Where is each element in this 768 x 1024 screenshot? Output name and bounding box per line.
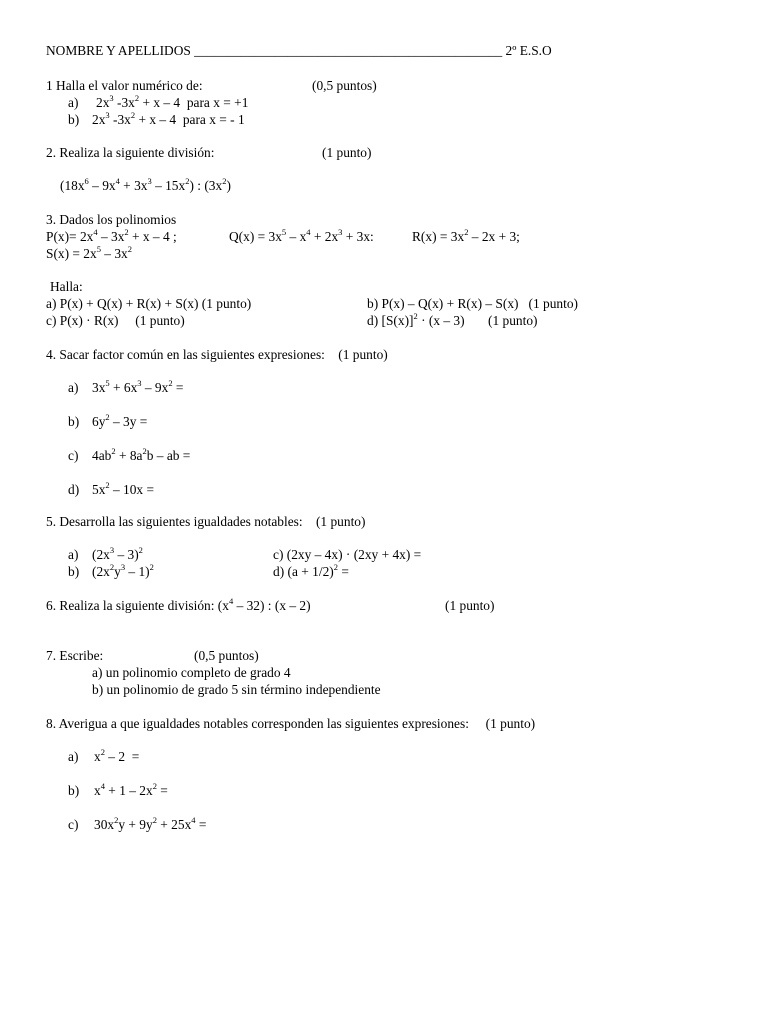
question-2-points — [322, 145, 371, 161]
exponent: 2 — [149, 562, 154, 572]
text-run: -3x — [109, 112, 131, 127]
question-2-expression — [60, 178, 231, 194]
text-run: = — [337, 564, 349, 579]
text-run: S(x) = 2x — [46, 246, 97, 261]
text-run: b) P(x) – Q(x) + R(x) – S(x) (1 punto) — [367, 296, 578, 311]
text-run: 1 Halla el valor numérico de: — [46, 78, 203, 93]
text-run: – 10x = — [109, 482, 155, 497]
exponent: 2 — [333, 562, 338, 572]
exponent: 2 — [152, 781, 157, 791]
exponent: 3 — [147, 176, 152, 186]
exponent: 5 — [96, 244, 101, 254]
exponent: 4 — [191, 815, 196, 825]
text-run: a) P(x) + Q(x) + R(x) + S(x) (1 punto) — [46, 296, 252, 311]
text-run: – 15x — [151, 178, 186, 193]
question-5a-label — [68, 547, 78, 563]
question-6-title — [46, 598, 311, 614]
question-8-title — [46, 716, 535, 732]
text-run: a) — [68, 749, 79, 764]
header-line — [46, 43, 552, 59]
text-run: x — [94, 783, 101, 798]
text-run: – 9x — [141, 380, 169, 395]
question-1a-label — [68, 95, 78, 111]
question-1-points — [312, 78, 377, 94]
polynomial-p — [46, 229, 177, 245]
text-run: 2. Realiza la siguiente división: — [46, 145, 215, 160]
exponent: 4 — [93, 227, 98, 237]
text-run: 3x — [92, 380, 106, 395]
question-8a-expression — [94, 749, 139, 765]
text-run: c) P(x) · R(x) (1 punto) — [46, 313, 185, 328]
text-run: Q(x) = 3x — [229, 229, 282, 244]
text-run: b) — [68, 414, 80, 429]
text-run: a) — [68, 95, 79, 110]
text-run: + 2x — [310, 229, 339, 244]
question-3c — [46, 313, 185, 329]
question-7a — [92, 665, 291, 681]
text-run: 5x — [92, 482, 106, 497]
text-run: a) un polinomio completo de grado 4 — [92, 665, 291, 680]
text-run: 8. Averigua a que igualdades notables corresponden las siguientes expresiones: (1 punto) — [46, 716, 536, 731]
exponent: 2 — [142, 446, 147, 456]
question-7b — [92, 682, 381, 698]
question-8a-label — [68, 749, 78, 765]
exponent: 2 — [114, 815, 119, 825]
text-run: NOMBRE Y APELLIDOS ______________________________________________ 2º E.S.O — [46, 43, 552, 58]
text-run: · (x – 3) (1 punto) — [417, 313, 538, 328]
question-5b-expression — [92, 564, 154, 580]
question-3b — [367, 296, 578, 312]
question-4d-expression — [92, 482, 154, 498]
text-run: + 25x — [156, 817, 192, 832]
text-run: 4ab — [92, 448, 112, 463]
text-run: 2x — [92, 112, 106, 127]
exponent: 2 — [138, 545, 143, 555]
text-run: y + 9y — [118, 817, 153, 832]
question-3-title — [46, 212, 176, 228]
polynomial-r — [412, 229, 520, 245]
exponent: 2 — [100, 747, 105, 757]
exponent: 2 — [130, 110, 136, 120]
text-run: – 3) — [114, 547, 139, 562]
text-run: 30x — [94, 817, 115, 832]
text-run: 2x — [96, 95, 110, 110]
text-run: (0,5 puntos) — [194, 648, 259, 663]
text-run: (2x — [92, 564, 110, 579]
text-run: -3x — [113, 95, 135, 110]
text-run: – 9x — [88, 178, 116, 193]
text-run: (18x — [60, 178, 85, 193]
text-run: (2x — [92, 547, 110, 562]
text-run: – 2 = — [104, 749, 140, 764]
question-5c — [273, 547, 421, 563]
text-run: c) — [68, 817, 79, 832]
text-run: d) — [68, 482, 80, 497]
exponent: 2 — [105, 412, 110, 422]
exponent: 5 — [281, 227, 287, 237]
exponent: 3 — [105, 110, 110, 120]
question-4c-expression — [92, 448, 190, 464]
text-run: a) — [68, 380, 79, 395]
question-1a-expression — [96, 95, 248, 111]
question-7-title — [46, 648, 103, 664]
exponent: 3 — [137, 378, 142, 388]
text-run: = — [195, 817, 207, 832]
text-run: b – ab = — [146, 448, 191, 463]
question-5b-label — [68, 564, 79, 580]
text-run: – x — [286, 229, 307, 244]
question-8c-expression — [94, 817, 206, 833]
exponent: 2 — [464, 227, 469, 237]
text-run: 7. Escribe: — [46, 648, 104, 663]
question-7-points — [194, 648, 259, 664]
text-run: a) — [68, 547, 79, 562]
text-run: Halla: — [50, 279, 83, 294]
text-run: + 3x — [119, 178, 148, 193]
question-3d — [367, 313, 538, 329]
text-run: (1 punto) — [445, 598, 495, 613]
exponent: 3 — [120, 562, 126, 572]
text-run: (0,5 puntos) — [312, 78, 377, 93]
text-run: = — [156, 783, 168, 798]
question-3a — [46, 296, 251, 312]
text-run: 5. Desarrolla las siguientes igualdades notables: (1 punto) — [46, 514, 366, 529]
text-run: 4. Sacar factor común en las siguientes expresiones: (1 punto) — [46, 347, 388, 362]
exponent: 2 — [185, 176, 190, 186]
exponent: 2 — [111, 446, 116, 456]
question-4-title — [46, 347, 388, 363]
text-run: c) (2xy – 4x) · (2xy + 4x) = — [273, 547, 422, 562]
exponent: 2 — [168, 378, 173, 388]
polynomial-s — [46, 246, 132, 262]
text-run: b) — [68, 783, 80, 798]
exponent: 2 — [109, 562, 115, 572]
text-run: = — [172, 380, 184, 395]
text-run: – 32) : (x – 2) — [233, 598, 311, 613]
question-1b-expression — [92, 112, 245, 128]
text-run: b) un polinomio de grado 5 sin término independiente — [92, 682, 381, 697]
text-run: + 3x: — [342, 229, 374, 244]
text-run: + x – 4 para x = +1 — [139, 95, 249, 110]
text-run: b) — [68, 564, 80, 579]
text-run: 6y — [92, 414, 106, 429]
exponent: 5 — [105, 378, 110, 388]
exponent: 2 — [134, 93, 140, 103]
question-8b-label — [68, 783, 79, 799]
text-run: – 2x + 3; — [468, 229, 520, 244]
exponent: 4 — [228, 596, 234, 606]
question-5d — [273, 564, 349, 580]
text-run: – 1) — [125, 564, 150, 579]
question-5a-expression — [92, 547, 143, 563]
exponent: 2 — [105, 480, 110, 490]
question-1b-label — [68, 112, 79, 128]
text-run: + x – 4 ; — [128, 229, 177, 244]
question-4a-label — [68, 380, 78, 396]
exponent: 2 — [124, 227, 129, 237]
question-5-title — [46, 514, 365, 530]
question-8c-label — [68, 817, 78, 833]
question-4b-expression — [92, 414, 147, 430]
question-1-title — [46, 78, 203, 94]
text-run: d) (a + 1/2) — [273, 564, 334, 579]
text-run: ) — [226, 178, 231, 193]
text-run: (1 punto) — [322, 145, 372, 160]
text-run: – 3x — [97, 229, 125, 244]
exponent: 2 — [413, 311, 418, 321]
exponent: 4 — [306, 227, 311, 237]
text-run: b) — [68, 112, 80, 127]
question-2-title — [46, 145, 214, 161]
question-6-points — [445, 598, 494, 614]
question-8b-expression — [94, 783, 168, 799]
text-run: + 8a — [115, 448, 143, 463]
polynomial-q — [229, 229, 374, 245]
question-3-halla — [50, 279, 83, 295]
exponent: 3 — [109, 93, 114, 103]
text-run: x — [94, 749, 101, 764]
question-4c-label — [68, 448, 78, 464]
exponent: 2 — [127, 244, 132, 254]
text-run: y — [114, 564, 121, 579]
text-run: + x – 4 para x = - 1 — [135, 112, 245, 127]
question-4b-label — [68, 414, 79, 430]
exponent: 3 — [109, 545, 115, 555]
exponent: 2 — [152, 815, 157, 825]
exponent: 6 — [84, 176, 89, 186]
text-run: R(x) = 3x — [412, 229, 465, 244]
question-4a-expression — [92, 380, 183, 396]
text-run: ) : (3x — [189, 178, 223, 193]
text-run: + 1 – 2x — [104, 783, 153, 798]
exponent: 4 — [115, 176, 120, 186]
text-run: d) [S(x)] — [367, 313, 414, 328]
text-run: 6. Realiza la siguiente división: (x — [46, 598, 229, 613]
text-run: 3. Dados los polinomios — [46, 212, 177, 227]
text-run: – 3y = — [109, 414, 148, 429]
text-run: – 3x — [100, 246, 128, 261]
exponent: 3 — [338, 227, 343, 237]
text-run: + 6x — [109, 380, 138, 395]
text-run: P(x)= 2x — [46, 229, 94, 244]
question-4d-label — [68, 482, 79, 498]
text-run: c) — [68, 448, 79, 463]
exponent: 4 — [100, 781, 105, 791]
exponent: 2 — [222, 176, 227, 186]
